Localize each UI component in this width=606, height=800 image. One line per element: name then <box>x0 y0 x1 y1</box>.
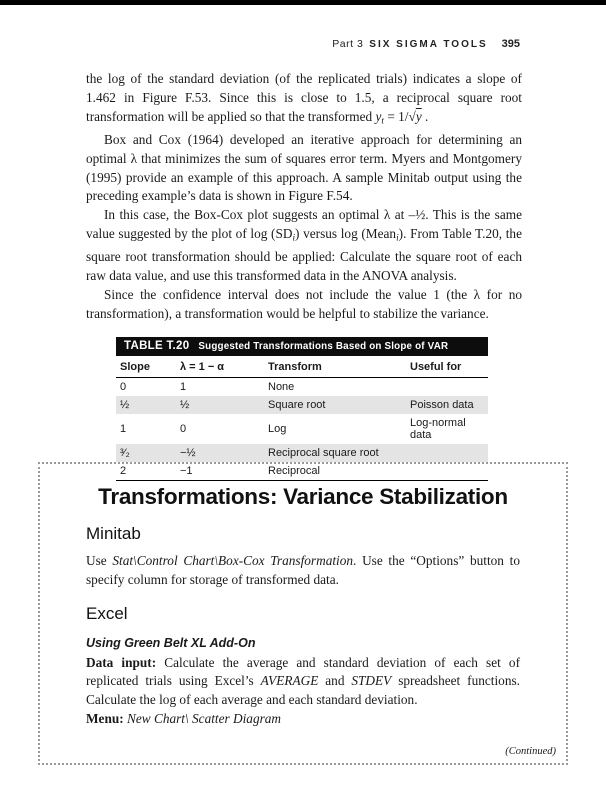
table-cell: −½ <box>180 446 196 459</box>
column-header-useful-for: Useful for <box>406 356 488 378</box>
table-cell: Log-normal data <box>410 416 466 441</box>
table-cell: 1 <box>180 380 187 393</box>
transformations-box <box>38 462 568 765</box>
table-cell: Reciprocal square root <box>268 446 379 459</box>
minitab-paragraph: Use Stat\Control Chart\Box-Cox Transformation. Use the “Options” button to specify column for storage of transformed data. <box>86 553 520 587</box>
table-cell: ½ <box>180 398 190 411</box>
table-cell: 0 <box>180 422 187 435</box>
table-cell: Reciprocal <box>264 462 406 481</box>
menu-paragraph: Menu: New Chart\ Scatter Diagram <box>86 710 282 726</box>
table-cell: Log <box>268 422 287 435</box>
table-cell: 0 <box>120 380 127 393</box>
table-cell: Poisson data <box>410 398 474 411</box>
running-head-section: SIX SIGMA TOOLS <box>369 39 488 50</box>
table-head <box>116 356 488 378</box>
paragraph: In this case, the Box-Cox plot suggests an optimal λ at –½. This is the same value suggested by the plot of $\log (SD_i)$ versus log (Mean$_i$). From Table T.20, the square root transformation should be applied: Calculate the square root of each raw data value, and use this transformed data in the ANOVA analysis. <box>86 207 522 284</box>
running-head <box>332 38 520 50</box>
table-cell: ½ <box>120 398 130 411</box>
column-header-lambda: λ = 1 − α <box>176 356 264 378</box>
table-cell: ³⁄₂ <box>120 446 130 459</box>
table-cell: None <box>268 380 295 393</box>
column-header-transform: Transform <box>264 356 406 378</box>
column-header-slope: Slope <box>116 356 176 378</box>
table-row <box>116 396 488 414</box>
table-title: Suggested Transformations Based on Slope of VAR <box>198 340 449 352</box>
table-row <box>116 414 488 444</box>
table-header-bar <box>116 337 488 356</box>
table-cell: −1 <box>176 462 264 481</box>
excel-heading: Excel <box>86 603 128 623</box>
table-row <box>116 444 488 462</box>
table-cell <box>406 377 488 396</box>
table-cell <box>406 444 488 462</box>
paragraph: Box and Cox (1964) developed an iterative approach for determining an optimal λ that minimizes the sum of squares error term. Myers and Montgomery (1995) provide an example of this approach. A sample Minitab output using the preceding example’s data is shown in Figure F.54. <box>86 131 522 204</box>
addon-heading: Using Green Belt XL Add-On <box>86 635 256 650</box>
table-cell: Square root <box>268 398 326 411</box>
page-number: 395 <box>501 38 520 50</box>
paragraph: the log of the standard deviation (of the replicated trials) indicates a slope of 1.462 in Figure F.53. Since this is close to 1.5, a reciprocal square root transformation will be applied so that the transformed $y_t = 1/√y$ . <box>86 71 522 127</box>
table-row <box>116 377 488 396</box>
box-title: Transformations: Variance Stabilization <box>98 484 508 509</box>
body-text <box>86 70 522 481</box>
table-t20 <box>116 337 488 481</box>
table-cell: 1 <box>120 422 127 435</box>
data-input-paragraph: Data input: Calculate the average and standard deviation of each set of replicated trials using Excel’s AVERAGE and STDEV spreadsheet functions. Calculate the log of each average and each standard deviation. <box>86 654 520 708</box>
running-head-part: Part 3 <box>332 38 364 50</box>
table-label: TABLE T.20 <box>124 339 190 352</box>
table-cell: 2 <box>116 462 176 481</box>
minitab-heading: Minitab <box>86 524 141 543</box>
page-top-edge <box>0 0 606 5</box>
paragraph: Since the confidence interval does not include the value 1 (the λ for no transformation), a transformation would be helpful to stabilize the variance. <box>86 286 522 321</box>
continued-note: (Continued) <box>505 746 556 757</box>
